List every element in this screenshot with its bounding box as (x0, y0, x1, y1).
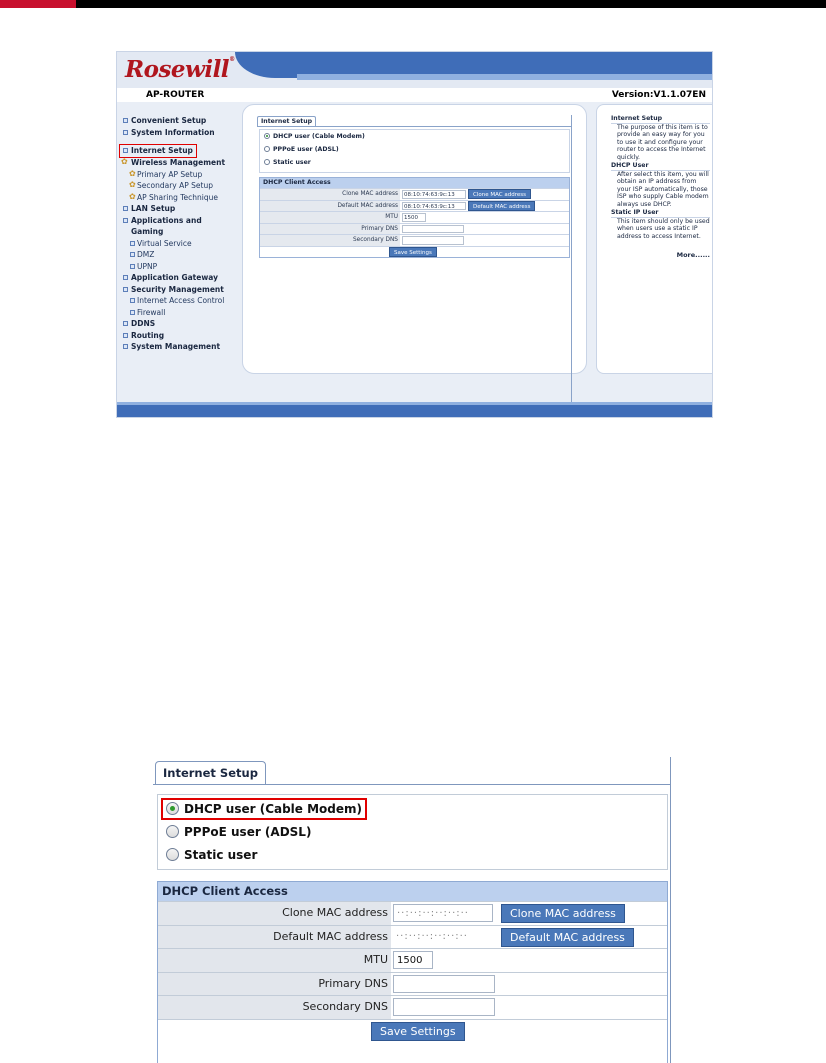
table-row: Clone MAC address ··:··:··:··:··:·· Clone MAC address (158, 901, 667, 925)
sidebar-item-firewall[interactable]: Firewall (120, 307, 238, 319)
sidebar-item-system-management[interactable]: System Management (120, 341, 238, 353)
radio-empty-icon (264, 146, 270, 152)
gear-icon: ✿ (129, 168, 136, 178)
help-heading: DHCP User (611, 162, 710, 171)
page-icon (123, 333, 128, 338)
radio-selected-icon (264, 133, 270, 139)
help-panel (611, 115, 710, 260)
folder-icon: ✿ (121, 157, 128, 166)
table-row: Default MAC address ··:··:··:··:··:·· Default MAC address (158, 925, 667, 949)
save-settings-button[interactable]: Save Settings (371, 1022, 465, 1041)
radio-empty-icon (166, 825, 179, 838)
tab-internet-setup[interactable]: Internet Setup (257, 116, 316, 127)
default-mac-field[interactable]: 08:10:74:63:9c:13 (402, 202, 466, 211)
default-mac-field[interactable]: ··:··:··:··:··:·· (393, 928, 493, 946)
primary-dns-field[interactable] (393, 975, 495, 993)
page-icon (123, 321, 128, 326)
primary-dns-field[interactable] (402, 225, 464, 234)
radio-dhcp-user[interactable]: DHCP user (Cable Modem) (264, 133, 365, 141)
page-icon (123, 148, 128, 153)
sidebar-item-internet-access-control[interactable]: Internet Access Control (120, 295, 238, 307)
radio-static-user[interactable]: Static user (264, 159, 311, 167)
clone-mac-field[interactable]: ··:··:··:··:··:·· (393, 904, 493, 922)
table-row: Secondary DNS (260, 234, 569, 246)
table-row: Default MAC address 08:10:74:63:9c:13 Default MAC address (260, 200, 569, 212)
sidebar-item-routing[interactable]: Routing (120, 330, 238, 342)
sidebar-item-lan-setup[interactable]: LAN Setup (120, 203, 238, 215)
radio-dhcp-user[interactable]: DHCP user (Cable Modem) (163, 800, 365, 818)
sidebar-item-dmz[interactable]: DMZ (120, 249, 238, 261)
sidebar-item-wireless-management[interactable]: ✿ Wireless Management (121, 157, 226, 167)
clone-mac-field[interactable]: 08:10:74:63:9c:13 (402, 190, 466, 199)
sidebar-item-security-management[interactable]: Security Management (120, 284, 238, 296)
radio-empty-icon (264, 159, 270, 165)
page-icon (123, 118, 128, 123)
sidebar-item-convenient-setup[interactable]: Convenient Setup (120, 115, 238, 127)
default-mac-button[interactable]: Default MAC address (501, 928, 634, 947)
sidebar-item-application-gateway[interactable]: Application Gateway (120, 272, 238, 284)
default-mac-button[interactable]: Default MAC address (468, 201, 535, 211)
mtu-field[interactable]: 1500 (393, 951, 433, 969)
tab-internet-setup[interactable]: Internet Setup (155, 761, 266, 785)
clone-mac-button[interactable]: Clone MAC address (501, 904, 625, 923)
table-row: Secondary DNS (158, 995, 667, 1019)
page-icon (123, 275, 128, 280)
sidebar-item-secondary-ap-setup[interactable]: ✿ Secondary AP Setup (129, 180, 213, 190)
table-row: Primary DNS (260, 223, 569, 235)
help-heading: Static IP User (611, 209, 710, 218)
firmware-version: Version:V1.1.07EN (611, 90, 706, 100)
table-row: Clone MAC address 08:10:74:63:9c:13 Clone MAC address (260, 188, 569, 200)
connection-type-group (259, 129, 570, 173)
help-text: After select this item, you will obtain an IP address from your ISP automatically, those ISP who supply Cable modem always use DHCP. (617, 170, 709, 208)
sidebar-nav (120, 115, 238, 353)
radio-empty-icon (166, 848, 179, 861)
document-header-bar (0, 0, 826, 8)
secondary-dns-field[interactable] (402, 236, 464, 245)
sidebar-item-upnp[interactable]: UPNP (120, 261, 238, 273)
radio-pppoe-user[interactable]: PPPoE user (ADSL) (264, 146, 339, 154)
table-row: MTU 1500 (260, 211, 569, 223)
section-title: DHCP Client Access (158, 882, 667, 901)
sidebar-item-ddns[interactable]: DDNS (120, 318, 238, 330)
table-row: Primary DNS (158, 972, 667, 996)
page-icon (123, 206, 128, 211)
help-text: This item should only be used when users use a static IP address to access Internet. (617, 217, 710, 240)
page-icon (130, 264, 135, 269)
router-ui-screenshot (116, 51, 713, 418)
internet-setup-panel-zoomed (153, 757, 673, 1063)
dhcp-client-table (259, 177, 570, 258)
rosewill-logo: Rosewill® (125, 56, 235, 83)
page-icon (130, 241, 135, 246)
sidebar-item-applications-and-gaming[interactable]: Applications and Gaming (120, 215, 210, 238)
more-link[interactable]: More...... (676, 251, 710, 259)
sidebar-item-primary-ap-setup[interactable]: ✿ Primary AP Setup (129, 168, 203, 179)
radio-pppoe-user[interactable]: PPPoE user (ADSL) (166, 823, 311, 841)
help-text: The purpose of this item is to provide an easy way for you to use it and configure your router to access the Internet quickly. (617, 123, 708, 161)
gear-icon: ✿ (129, 180, 136, 189)
page-icon (123, 130, 128, 135)
connection-type-group (157, 794, 668, 870)
page-header (117, 52, 713, 88)
sidebar-item-internet-setup[interactable]: Internet Setup (120, 145, 196, 157)
radio-selected-icon (166, 802, 179, 815)
save-settings-button[interactable]: Save Settings (389, 247, 437, 257)
table-row: MTU 1500 (158, 948, 667, 972)
clone-mac-button[interactable]: Clone MAC address (468, 189, 531, 199)
page-icon (123, 218, 128, 223)
table-row (158, 1019, 667, 1043)
page-footer (117, 402, 713, 418)
table-row (260, 246, 569, 258)
sidebar-item-virtual-service[interactable]: Virtual Service (120, 238, 238, 250)
help-heading: Internet Setup (611, 115, 710, 124)
model-name: AP-ROUTER (146, 90, 205, 100)
document-header-accent (0, 0, 76, 8)
page-icon (130, 298, 135, 303)
page-icon (123, 287, 128, 292)
secondary-dns-field[interactable] (393, 998, 495, 1016)
radio-static-user[interactable]: Static user (166, 846, 257, 864)
sidebar-item-ap-sharing-technique[interactable]: ✿ AP Sharing Technique (129, 191, 218, 202)
sidebar-item-system-information[interactable]: System Information (120, 127, 238, 139)
gear-icon: ✿ (129, 191, 136, 201)
page-icon (123, 344, 128, 349)
section-title: DHCP Client Access (260, 178, 569, 188)
dhcp-client-table (157, 881, 668, 1063)
page-icon (130, 310, 135, 315)
mtu-field[interactable]: 1500 (402, 213, 426, 222)
page-icon (130, 252, 135, 257)
